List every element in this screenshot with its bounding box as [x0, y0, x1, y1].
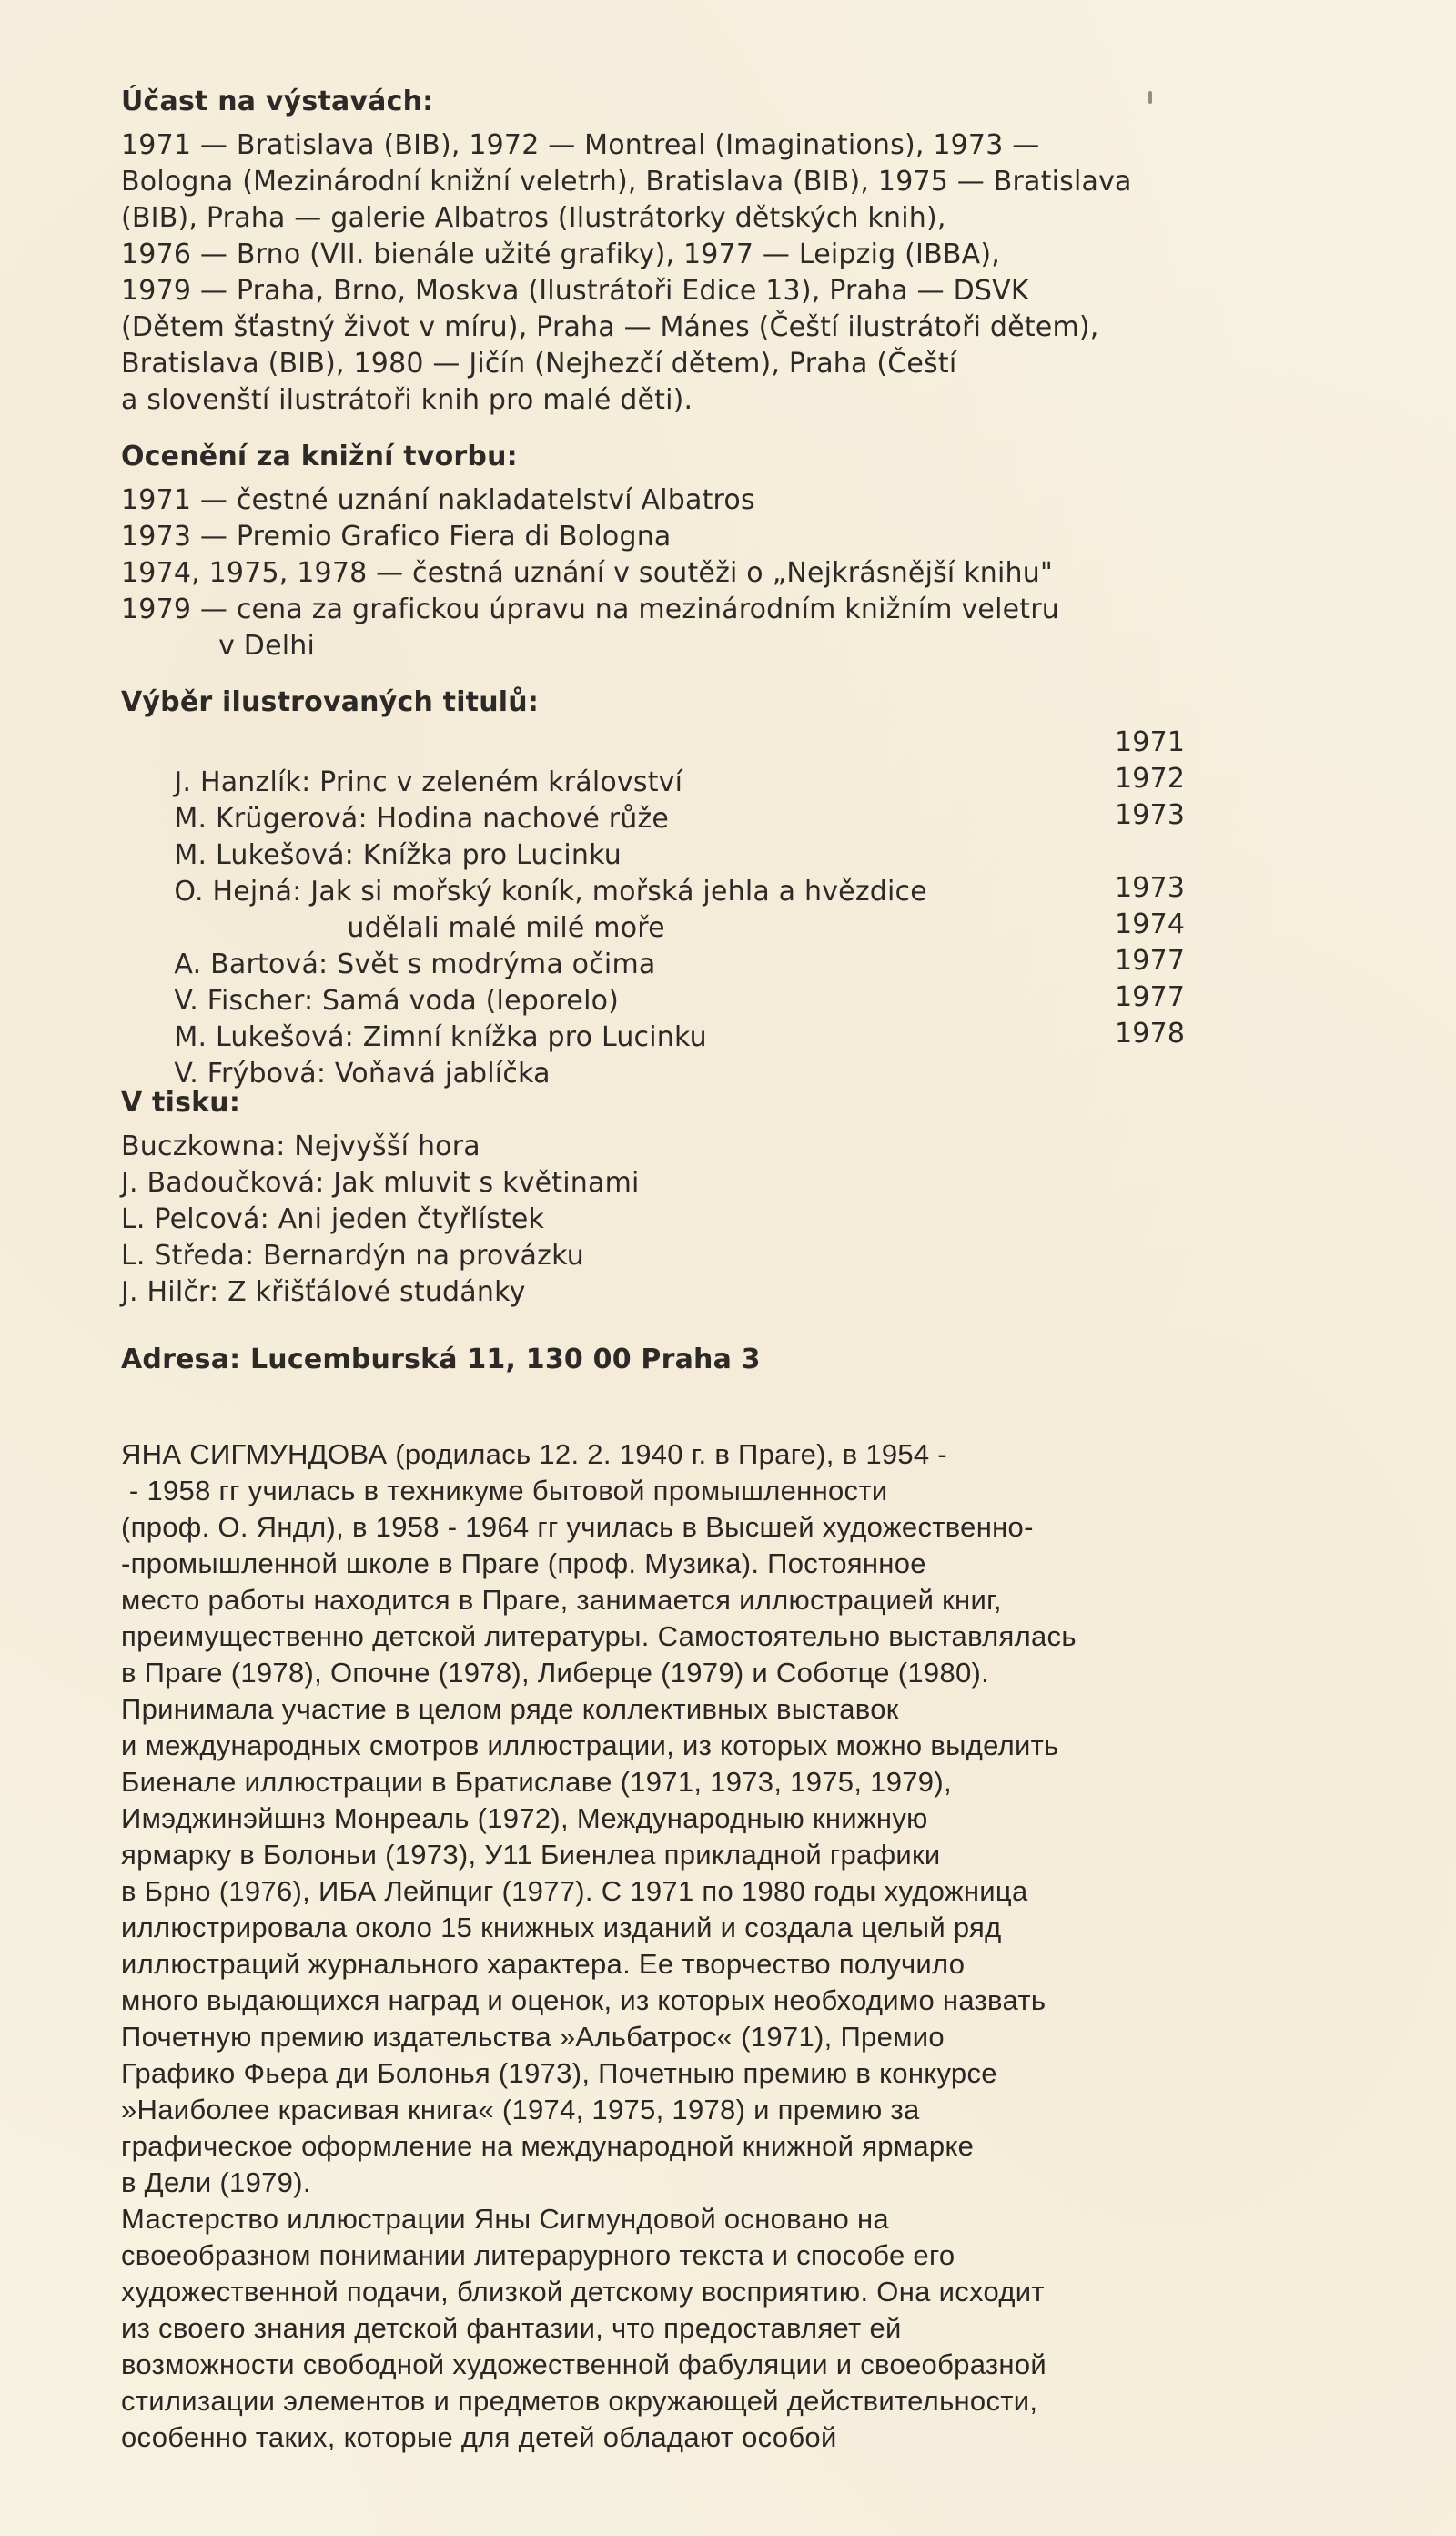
title-year: 1974: [1115, 908, 1186, 940]
award-line: 1971 — čestné uznání nakladatelství Albatros: [121, 484, 755, 516]
russian-line: Почетную премию издательства »Альбатрос« (1971), Премио: [121, 2021, 945, 2053]
in-print-line: Buczkowna: Nejvyšší hora: [121, 1131, 480, 1162]
in-print-line: L. Pelcová: Ani jeden čtyřlístek: [121, 1203, 545, 1235]
title-text: M. Lukešová: Knížka pro Lucinku: [174, 839, 622, 871]
exhibitions-line: (BIB), Praha — galerie Albatros (Ilustrátorky dětských knih),: [121, 202, 946, 234]
in-print-heading: V tisku:: [121, 1087, 241, 1119]
awards-section: [121, 439, 1359, 664]
russian-line: Графико Фьера ди Болонья (1973), Почетныю премию в конкурсе: [121, 2057, 997, 2089]
russian-line: »Наиболее красивая книга« (1974, 1975, 1978) и премию за: [121, 2094, 920, 2125]
russian-line: стилизации элементов и предметов окружающей действительности,: [121, 2385, 1038, 2417]
russian-line: в Брно (1976), ИБА Лейпциг (1977). С 1971 по 1980 годы художница: [121, 1875, 1028, 1907]
russian-line: ЯНА СИГМУНДОВА (родилась 12. 2. 1940 г. в Праге), в 1954 -: [121, 1438, 948, 1470]
exhibitions-line: Bratislava (BIB), 1980 — Jičín (Nejhezčí dětem), Praha (Čeští: [121, 348, 957, 380]
russian-line: Имэджинэйшнз Монреаль (1972), Международныю книжную: [121, 1802, 928, 1834]
title-text: V. Frýbová: Voňavá jablíčka: [174, 1058, 551, 1090]
russian-line: ярмарку в Болоньи (1973), У11 Биенлеа прикладной графики: [121, 1839, 941, 1871]
russian-line: в Праге (1978), Опочне (1978), Либерце (1979) и Соботце (1980).: [121, 1657, 990, 1689]
russian-line: художественной подачи, близкой детскому восприятию. Она исходит: [121, 2276, 1045, 2308]
russian-line: возможности свободной художественной фабуляции и своеобразной: [121, 2348, 1046, 2380]
russian-line: Принимала участие в целом ряде коллективных выставок: [121, 1693, 899, 1725]
russian-line: особенно таких, которые для детей обладают особой: [121, 2421, 837, 2453]
exhibitions-section: [121, 84, 1359, 419]
title-year: 1977: [1115, 981, 1186, 1013]
title-year: 1977: [1115, 945, 1186, 977]
russian-line: -промышленной школе в Праге (проф. Музика). Постоянное: [121, 1547, 926, 1579]
titles-section: [121, 685, 1359, 1090]
exhibitions-heading: Účast na výstavách:: [121, 86, 434, 117]
title-year: 1973: [1115, 872, 1186, 904]
award-line: 1974, 1975, 1978 — čestná uznání v soutěži o „Nejkrásnější knihu": [121, 557, 1053, 589]
in-print-line: L. Středa: Bernardýn na provázku: [121, 1240, 584, 1272]
award-line: 1973 — Premio Grafico Fiera di Bologna: [121, 521, 672, 553]
address: Adresa: Lucemburská 11, 130 00 Praha 3: [121, 1344, 761, 1375]
russian-line: и международных смотров иллюстрации, из которых можно выделить: [121, 1730, 1059, 1761]
award-line: v Delhi: [121, 630, 316, 662]
exhibitions-line: 1979 — Praha, Brno, Moskva (Ilustrátoři Edice 13), Praha — DSVK: [121, 275, 1029, 307]
russian-line: много выдающихся наград и оценок, из которых необходимо назвать: [121, 1984, 1046, 2016]
russian-line: своеобразном понимании литерарурного текста и способе его: [121, 2239, 956, 2271]
russian-line: из своего знания детской фантазии, что предоставляет ей: [121, 2312, 902, 2344]
title-year: 1973: [1115, 799, 1186, 831]
title-row: [121, 1018, 1359, 1090]
title-text: A. Bartová: Svět s modrýma očima: [174, 948, 656, 980]
russian-line: - 1958 гг училась в техникуме бытовой промышленности: [121, 1475, 888, 1506]
russian-biography: [121, 1436, 1359, 2456]
russian-line: иллюстрировала около 15 книжных изданий и создала целый ряд: [121, 1912, 1002, 1943]
exhibitions-line: a slovenští ilustrátoři knih pro malé děti).: [121, 384, 693, 416]
title-year: 1978: [1115, 1018, 1186, 1050]
title-row: [121, 799, 1359, 871]
in-print-section: [121, 1085, 1359, 1311]
in-print-line: J. Hilčr: Z křišťálové studánky: [121, 1276, 526, 1308]
awards-heading: Ocenění za knižní tvorbu:: [121, 441, 518, 472]
russian-line: (проф. О. Яндл), в 1958 - 1964 гг училась в Высшей художественно-: [121, 1511, 1034, 1543]
russian-line: иллюстраций журнального характера. Ее творчество получило: [121, 1948, 966, 1980]
title-text: J. Hanzlík: Princ v zeleném království: [174, 766, 683, 798]
exhibitions-line: (Dětem šťastný život v míru), Praha — Mánes (Čeští ilustrátoři dětem),: [121, 311, 1099, 343]
title-text: udělali malé milé moře: [347, 912, 665, 944]
title-text: V. Fischer: Samá voda (leporelo): [174, 985, 620, 1017]
exhibitions-line: 1971 — Bratislava (BIB), 1972 — Montreal (Imaginations), 1973 —: [121, 129, 1040, 161]
title-text: M. Krügerová: Hodina nachové růže: [174, 803, 670, 835]
title-row: [121, 945, 1359, 1017]
title-text: M. Lukešová: Zimní knížka pro Lucinku: [174, 1021, 707, 1053]
russian-line: место работы находится в Праге, занимается иллюстрацией книг,: [121, 1584, 1002, 1616]
award-line: 1979 — cena za grafickou úpravu na mezinárodním knižním veletru: [121, 593, 1059, 625]
title-text: O. Hejná: Jak si mořský koník, mořská jehla a hvězdice: [174, 876, 927, 908]
russian-line: Биенале иллюстрации в Братиславе (1971, 1973, 1975, 1979),: [121, 1766, 952, 1798]
title-year: 1971: [1115, 726, 1186, 758]
titles-heading: Výběr ilustrovaných titulů:: [121, 686, 540, 718]
russian-line: преимущественно детской литературы. Самостоятельно выставлялась: [121, 1620, 1077, 1652]
title-year: 1972: [1115, 763, 1186, 795]
russian-line: Мастерство иллюстрации Яны Сигмундовой основано на: [121, 2203, 889, 2235]
russian-line: графическое оформление на международной книжной ярмарке: [121, 2130, 975, 2162]
exhibitions-line: Bologna (Mezinárodní knižní veletrh), Bratislava (BIB), 1975 — Bratislava: [121, 166, 1132, 198]
exhibitions-line: 1976 — Brno (VII. bienále užité grafiky), 1977 — Leipzig (IBBA),: [121, 238, 1000, 270]
in-print-line: J. Badoučková: Jak mluvit s květinami: [121, 1167, 640, 1199]
russian-line: в Дели (1979).: [121, 2166, 311, 2198]
